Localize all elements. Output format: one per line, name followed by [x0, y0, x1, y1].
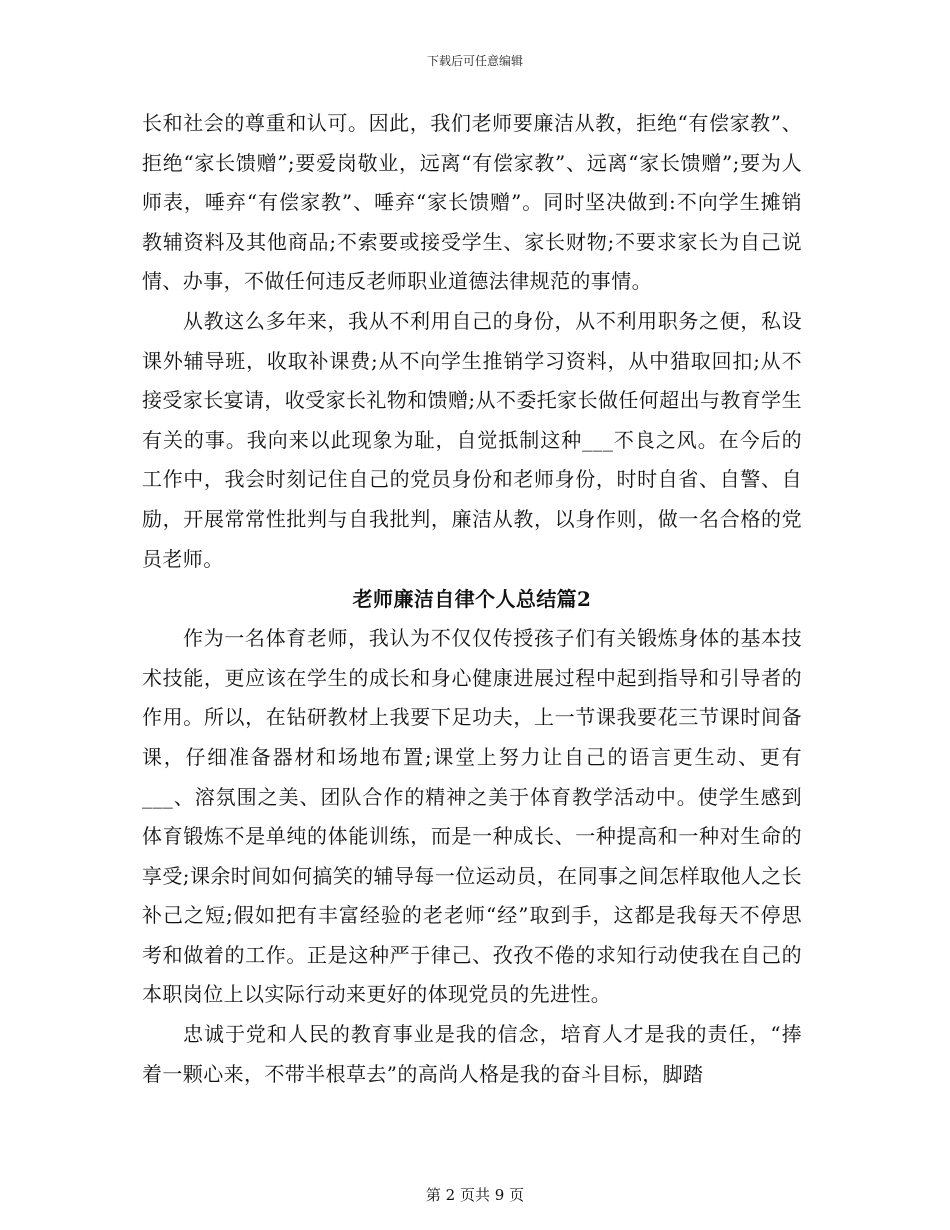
- document-body: [142, 104, 802, 1094]
- page-header: 下载后可任意编辑: [426, 54, 523, 68]
- page-footer: 第 2 页共 9 页: [425, 1186, 525, 1204]
- paragraph-3: 作为一名体育老师，我认为不仅仅传授孩子们有关锻炼身体的基本技术技能，更应该在学生的成长和身心健康进展过程中起到指导和引导者的作用。所以，在钻研教材上我要下足功夫，上一节课我要花三节课时间备课，仔细准备器材和场地布置;课堂上努力让自己的语言更生动、更有___、溶氛围之美、团队合作的精神之美于体育教学活动中。使学生感到体育锻炼不是单纯的体能训练，而是一种成长、一种提高和一种对生命的享受;课余时间如何搞笑的辅导每一位运动员，在同事之间怎样取他人之长补己之短;假如把有丰富经验的老老师“经”取到手，这都是我每天不停思考和做着的工作。正是这种严于律己、孜孜不倦的求知行动使我在自己的本职岗位上以实际行动来更好的体现党员的先进性。: [142, 626, 802, 1007]
- paragraph-4: 忠诚于党和人民的教育事业是我的信念，培育人才是我的责任，“捧着一颗心来，不带半根草去”的高尚人格是我的奋斗目标，脚踏: [142, 1022, 802, 1086]
- paragraph-1: 长和社会的尊重和认可。因此，我们老师要廉洁从教，拒绝“有偿家教”、拒绝“家长馈赠”;要爱岗敬业，远离“有偿家教”、远离“家长馈赠”;要为人师表，唾弃“有偿家教”、唾弃“家长馈赠”。同时坚决做到:不向学生摊销教辅资料及其他商品;不索要或接受学生、家长财物;不要求家长为自己说情、办事，不做任何违反老师职业道德法律规范的事情。: [142, 111, 802, 294]
- section-title: 老师廉洁自律个人总结篇2: [352, 587, 592, 612]
- paragraph-2: 从教这么多年来，我从不利用自己的身份，从不利用职务之便，私设课外辅导班，收取补课费;从不向学生推销学习资料，从中猎取回扣;从不接受家长宴请，收受家长礼物和馈赠;从不委托家长做任何超出与教育学生有关的事。我向来以此现象为耻，自觉抵制这种___不良之风。在今后的工作中，我会时刻记住自己的党员身份和老师身份，时时自省、自警、自励，开展常常性批判与自我批判，廉洁从教，以身作则，做一名合格的党员老师。: [142, 308, 802, 571]
